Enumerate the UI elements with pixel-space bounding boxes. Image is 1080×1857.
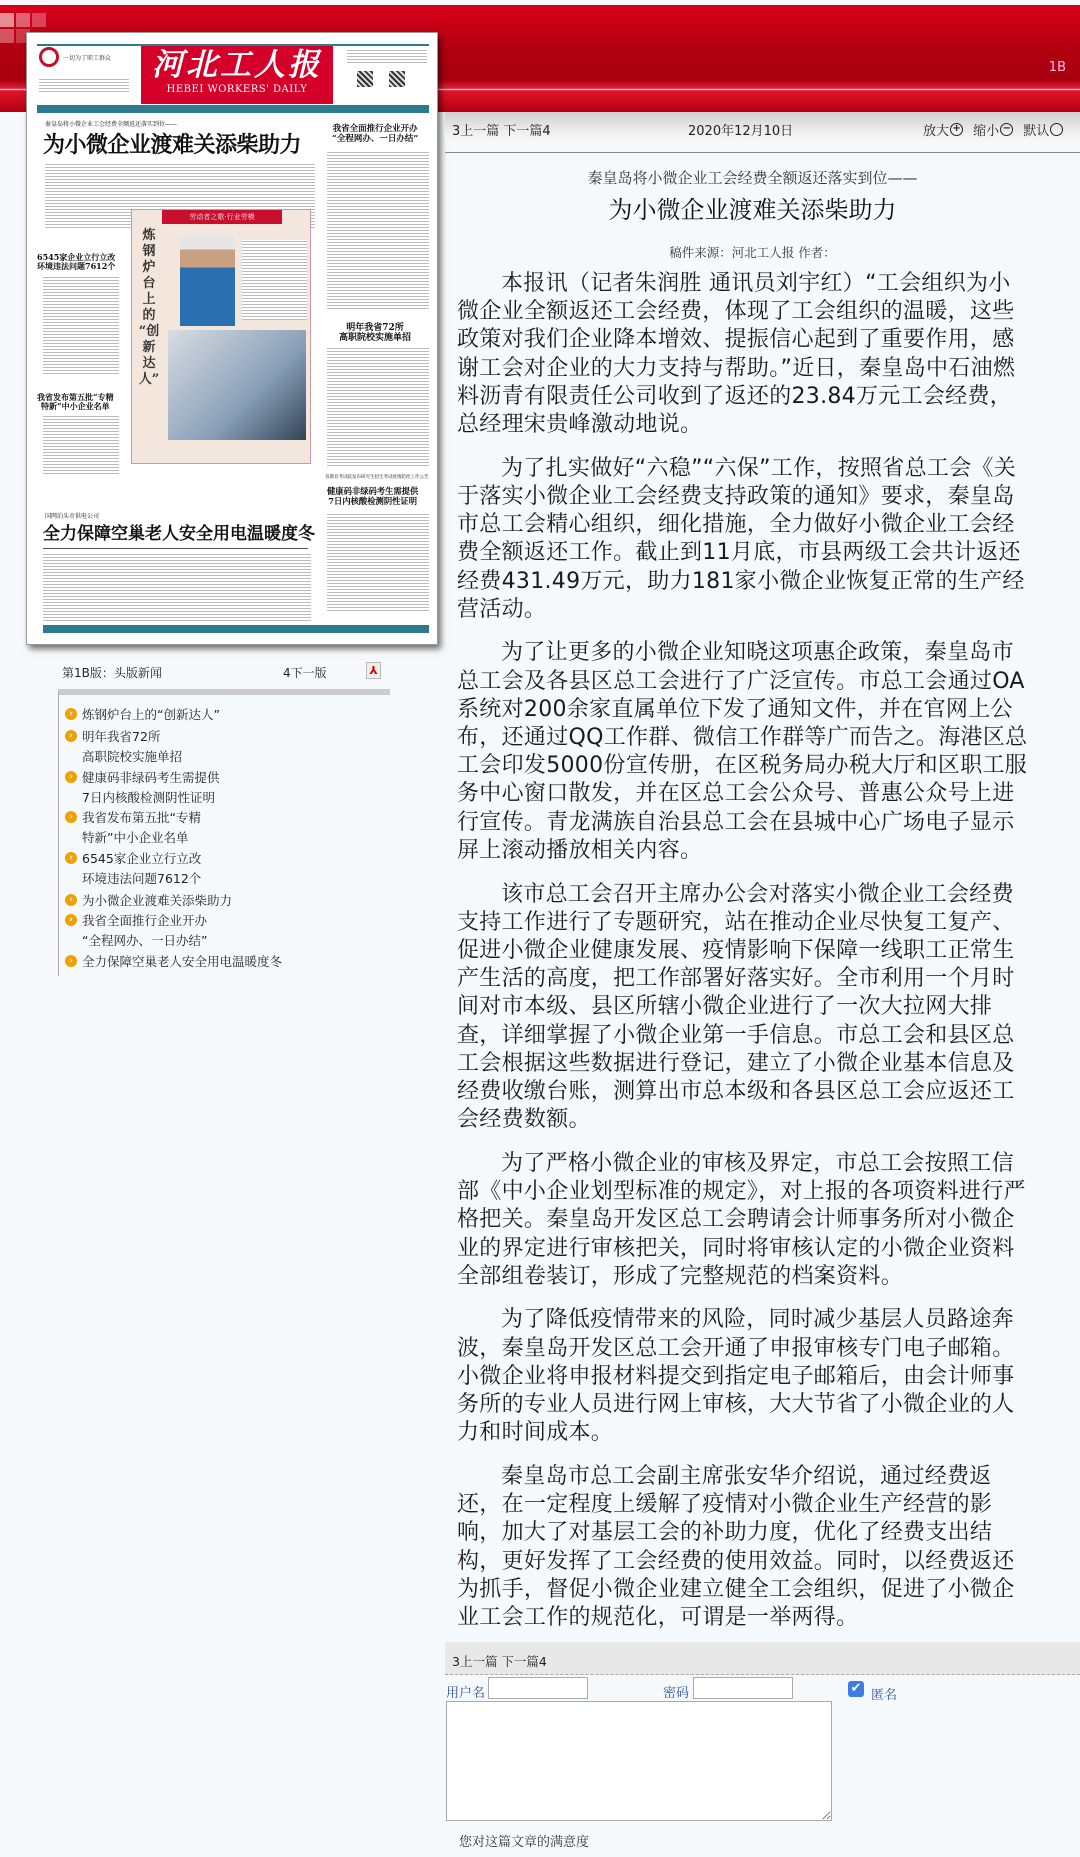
list-item[interactable] xyxy=(65,911,207,951)
right-text-3 xyxy=(327,513,429,613)
arrow-bullet-icon: › xyxy=(65,771,77,783)
circle-icon xyxy=(1050,123,1063,136)
username-label: 用户名 xyxy=(446,1685,486,1701)
list-item-label: 健康码非绿码考生需提供 7日内核酸检测阴性证明 xyxy=(82,770,220,805)
satisfaction-label: 您对这篇文章的满意度 xyxy=(459,1834,590,1850)
teal-date-bar xyxy=(37,105,429,113)
zoom-out-button[interactable] xyxy=(973,120,1013,139)
article-body xyxy=(457,270,1029,1632)
article-paragraph: 秦皇岛市总工会副主席张安华介绍说，通过经费返还，在一定程度上缓解了疫情对小微企业生产经营的影响，加大了对基层工会的补助力度，优化了经费支出结构，更好发挥了工会经费的使用效益。同时，以经费返还为抓手，督促小微企业建立健全工会组织，促进了小微企业工会工作的规范化，可谓是一举两得。 xyxy=(457,1463,1015,1630)
article-paragraph: 为了让更多的小微企业知晓这项惠企政策，秦皇岛市总工会及各县区总工会进行了广泛宣传。市总工会通过OA系统对200余家直属单位下发了通知文件，并在官网上公布，还通过QQ工作群、微信工作群等广而告之。海港区总工会印发5000份宣传册，在区税务局办税大厅和区职工服务中心窗口散发，并在区总工会公众号、普惠公众号上进行宣传。青龙满族自治县总工会在县城中心广场电子显示屏上滚动播放相关内容。 xyxy=(457,640,1028,863)
zoom-out-label: 缩小 xyxy=(973,124,1000,139)
article-column xyxy=(445,270,1080,1857)
arrow-bullet-icon: › xyxy=(65,894,77,906)
bottom-kicker: 国网泊头市供电公司 xyxy=(45,513,100,520)
list-item[interactable] xyxy=(65,727,182,767)
slogan: 一切为了职工群众 xyxy=(63,55,112,62)
list-item[interactable] xyxy=(65,952,282,972)
right-text-1 xyxy=(327,151,429,311)
list-item-label: 明年我省72所 高职院校实施单招 xyxy=(82,729,183,764)
feature-photo-block[interactable] xyxy=(131,209,311,464)
qr-code-icon xyxy=(389,71,405,87)
zoom-in-button[interactable] xyxy=(923,120,963,139)
bottom-headline[interactable]: 全力保障空巢老人安全用电温暖度冬 xyxy=(43,524,315,544)
right-headline-1[interactable]: 我省全面推行企业开办 “全程网办、一日办结” xyxy=(332,124,419,144)
font-size-controls xyxy=(917,120,1063,139)
feature-title: 炼 钢 炉 台 上 的 “创 新 达 人” xyxy=(138,228,160,387)
left-headline-1[interactable]: 6545家企业立行立改 环境违法问题7612个 xyxy=(37,252,116,272)
current-page-label: 第1B版：头版新闻 xyxy=(62,666,162,680)
masthead-en: HEBEI WORKERS' DAILY xyxy=(166,84,308,95)
arrow-bullet-icon: › xyxy=(65,955,77,967)
issue-date: 2020年12月10日 xyxy=(688,124,794,139)
decor-square xyxy=(16,13,30,27)
decor-square xyxy=(32,13,46,27)
zoom-in-label: 放大 xyxy=(923,124,950,139)
anonymous-label: 匿名 xyxy=(871,1687,898,1703)
arrow-bullet-icon: › xyxy=(65,730,77,742)
arrow-bullet-icon: › xyxy=(65,852,77,864)
article-paragraph: 为了降低疫情带来的风险，同时减少基层人员路途奔波，秦皇岛开发区总工会开通了申报审核专门电子邮箱。小微企业将申报材料提交到指定电子邮箱后，由会计师事务所的专业人员进行网上审核，大大节省了小微企业的人力和时间成本。 xyxy=(457,1307,1015,1446)
bottom-article-nav xyxy=(445,1642,1080,1675)
control-room-photo xyxy=(168,330,306,440)
lead-headline[interactable]: 为小微企业渡难关添柴助力 xyxy=(43,133,302,158)
default-size-button[interactable] xyxy=(1023,120,1063,139)
minus-circle-icon: − xyxy=(1000,123,1013,136)
arrow-bullet-icon: › xyxy=(65,708,77,720)
article-subtitle: 秦皇岛将小微企业工会经费全额返还落实到位—— xyxy=(587,169,918,187)
left-text-2 xyxy=(43,415,119,475)
qr-code-icon xyxy=(357,71,373,87)
list-item[interactable] xyxy=(65,849,201,889)
list-item[interactable] xyxy=(65,705,220,725)
left-text-1 xyxy=(43,276,119,376)
edition-number: 1B xyxy=(1048,60,1066,75)
decor-square xyxy=(0,13,14,27)
prev-next-article-links[interactable]: 3上一篇 下一篇4 xyxy=(452,1653,547,1669)
divider xyxy=(445,152,1080,153)
article-source: 稿件来源：河北工人报 作者： xyxy=(669,245,836,260)
newspaper-page-thumbnail[interactable] xyxy=(26,32,438,645)
anonymous-checkbox[interactable]: ✔ xyxy=(848,1681,864,1697)
article-paragraph: 该市总工会召开主席办公会对落实小微企业工会经费支持工作进行了专题研究，站在推动企业尽快复工复产、促进小微企业健康发展、疫情影响下保障一线职工正常生产生活的高度，把工作部署好落实好。全市利用一个月时间对市本级、县区所辖小微企业进行了一次大拉网大排查，详细掌握了小微企业第一手信息。市总工会和县区总工会根据这些数据进行登记，建立了小微企业基本信息及经费收缴台账，测算出市总本级和各县区总工会应返还工会经费数额。 xyxy=(457,881,1015,1133)
arrow-bullet-icon: › xyxy=(65,811,77,823)
article-paragraph: 为了扎实做好“六稳”“六保”工作，按照省总工会《关于落实小微企业工会经费支持政策的通知》要求，秦皇岛市总工会精心组织，细化措施，全力做好小微企业工会经费全额返还工作。截止到11月底，市县两级工会共计返还经费431.49万元，助力181家小微企业恢复正常的生产经营活动。 xyxy=(457,455,1025,622)
default-size-label: 默认 xyxy=(1023,124,1050,139)
username-input[interactable] xyxy=(488,1677,588,1699)
list-item[interactable] xyxy=(65,891,232,911)
plus-circle-icon: + xyxy=(950,123,963,136)
article-paragraph: 为了严格小微企业的审核及界定，市总工会按照工信部《中小企业划型标准的规定》，对上报的各项资料进行严格把关。秦皇岛开发区总工会聘请会计师事务所对小微企业的界定进行审核把关，同时将审核认定的小微企业资料全部组卷装订，形成了完整规范的档案资料。 xyxy=(457,1150,1026,1289)
right-text-2 xyxy=(327,347,429,467)
comment-textarea[interactable] xyxy=(446,1701,832,1821)
masthead-info xyxy=(347,49,427,65)
list-item-label: 炼钢炉台上的“创新达人” xyxy=(82,707,220,722)
decor-square xyxy=(0,29,14,43)
list-item[interactable] xyxy=(65,768,220,808)
password-input[interactable] xyxy=(693,1677,793,1699)
right-kicker-3: 省教育考试院发布研究生招生考试疫情防控工作公告 xyxy=(325,475,429,480)
masthead xyxy=(141,46,333,104)
right-headline-2[interactable]: 明年我省72所 高职院校实施单招 xyxy=(339,323,412,344)
lead-kicker: 秦皇岛将小微企业工会经费全额返还落实到位—— xyxy=(45,121,178,128)
comment-section xyxy=(445,1642,1080,1857)
prev-next-article-links[interactable]: 3上一篇 下一篇4 xyxy=(452,124,551,139)
teal-footer-bar xyxy=(43,625,429,633)
article-paragraph: 本报讯（记者朱润胜 通讯员刘宇红）“工会组织为小微企业全额返还工会经费，体现了工会组织的温暖，这些政策对我们企业降本增效、提振信心起到了重要作用，感谢工会对企业的大力支持与帮助。”近日，秦皇岛中石油燃料沥青有限责任公司收到了返还的23.84万元工会经费，总经理宋贵峰激动地说。 xyxy=(457,271,1016,438)
next-page-link[interactable]: 4下一版 xyxy=(283,666,327,680)
password-label: 密码 xyxy=(663,1685,690,1701)
rule xyxy=(43,548,308,549)
article-list xyxy=(58,689,390,976)
hotline-info xyxy=(39,78,129,92)
list-item-label: 为小微企业渡难关添柴助力 xyxy=(82,893,233,908)
list-item-label: 全力保障空巢老人安全用电温暖度冬 xyxy=(82,954,283,969)
article-toolbar xyxy=(445,112,1080,142)
feature-banner: 劳动者之歌·行业劳模 xyxy=(162,210,282,224)
article-title: 为小微企业渡难关添柴助力 xyxy=(608,196,897,224)
masthead-cn: 河北工人报 xyxy=(152,47,322,83)
arrow-bullet-icon: › xyxy=(65,914,77,926)
pdf-download-icon[interactable]: ⅄ xyxy=(366,662,381,679)
worker-photo xyxy=(180,236,235,326)
list-item-label: 6545家企业立行立改 环境违法问题7612个 xyxy=(82,851,202,886)
feature-text xyxy=(242,240,307,320)
left-headline-2[interactable]: 我省发布第五批“专精 特新”中小企业名单 xyxy=(37,392,114,412)
list-item[interactable] xyxy=(65,808,201,848)
bottom-text xyxy=(43,553,311,621)
newspaper-logo-icon xyxy=(39,47,59,67)
list-item-label: 我省全面推行企业开办 “全程网办、一日办结” xyxy=(82,913,208,948)
right-headline-3[interactable]: 健康码非绿码考生需提供 7日内核酸检测阴性证明 xyxy=(327,486,419,506)
list-item-label: 我省发布第五批“专精 特新”中小企业名单 xyxy=(82,810,201,845)
